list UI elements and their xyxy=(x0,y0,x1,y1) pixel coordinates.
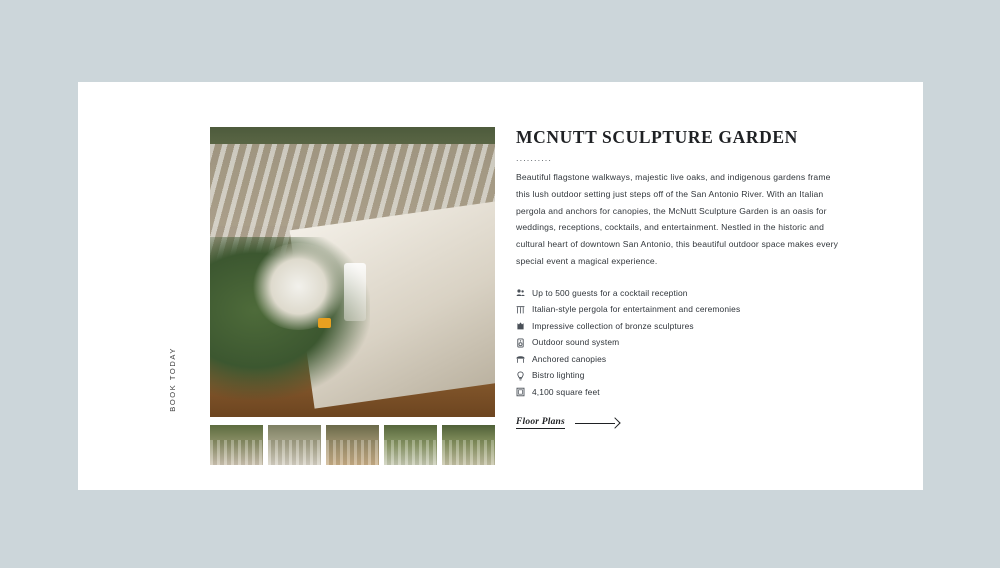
hero-flowers-layer xyxy=(250,243,347,330)
sculpture-icon xyxy=(516,321,525,331)
feature-label: Bistro lighting xyxy=(532,370,585,381)
hero-glassware xyxy=(344,263,366,321)
thumbnail-1[interactable] xyxy=(210,425,263,465)
guests-icon xyxy=(516,288,525,298)
thumbnail-strip xyxy=(210,425,495,465)
floor-plans-label: Floor Plans xyxy=(516,417,565,428)
hero-candle xyxy=(318,318,331,328)
feature-label: 4,100 square feet xyxy=(532,386,600,397)
feature-label: Anchored canopies xyxy=(532,353,607,364)
title-divider-dots: .......... xyxy=(516,153,553,163)
list-item xyxy=(516,351,846,368)
floor-plans-link[interactable] xyxy=(516,417,619,429)
venue-description: Beautiful flagstone walkways, majestic live oaks, and indigenous gardens frame this lush outdoor setting just steps off of the San Antonio River. With an Italian pergola and anchors for canopies, the McNutt Sculpture Garden is an oasis for weddings, receptions, cocktails, and entertainment. Nestled in the historic and cultural heart of downtown San Antonio, this beautiful outdoor space makes every special event a magical experience. xyxy=(516,172,839,266)
thumbnail-texture xyxy=(384,440,437,465)
feature-label: Impressive collection of bronze sculptures xyxy=(532,320,694,331)
feature-label: Outdoor sound system xyxy=(532,337,620,348)
hero-image[interactable] xyxy=(210,127,495,417)
list-item xyxy=(516,301,846,318)
lighting-icon xyxy=(516,371,525,381)
thumbnail-2[interactable] xyxy=(268,425,321,465)
arrow-right-icon xyxy=(575,419,619,428)
thumbnail-texture xyxy=(326,440,379,465)
venue-gallery xyxy=(210,127,495,465)
speaker-icon xyxy=(516,338,525,348)
thumbnail-texture xyxy=(268,440,321,465)
thumbnail-3[interactable] xyxy=(326,425,379,465)
list-item xyxy=(516,318,846,335)
list-item xyxy=(516,367,846,384)
canopy-icon xyxy=(516,354,525,364)
arrow-head xyxy=(609,418,620,429)
list-item xyxy=(516,384,846,401)
list-item xyxy=(516,334,846,351)
venue-detail-card xyxy=(78,82,923,490)
thumbnail-texture xyxy=(442,440,495,465)
thumbnail-5[interactable] xyxy=(442,425,495,465)
venue-features-list xyxy=(516,285,846,401)
book-today-rail[interactable] xyxy=(164,334,180,424)
book-today-label: BOOK TODAY xyxy=(167,346,177,412)
pergola-icon xyxy=(516,305,525,315)
thumbnail-4[interactable] xyxy=(384,425,437,465)
feature-label: Italian-style pergola for entertainment and ceremonies xyxy=(532,304,741,315)
page-title: MCNUTT SCULPTURE GARDEN xyxy=(516,127,798,147)
area-icon xyxy=(516,387,525,397)
venue-content xyxy=(516,127,846,429)
feature-label: Up to 500 guests for a cocktail reception xyxy=(532,287,688,298)
list-item xyxy=(516,285,846,302)
thumbnail-texture xyxy=(210,440,263,465)
